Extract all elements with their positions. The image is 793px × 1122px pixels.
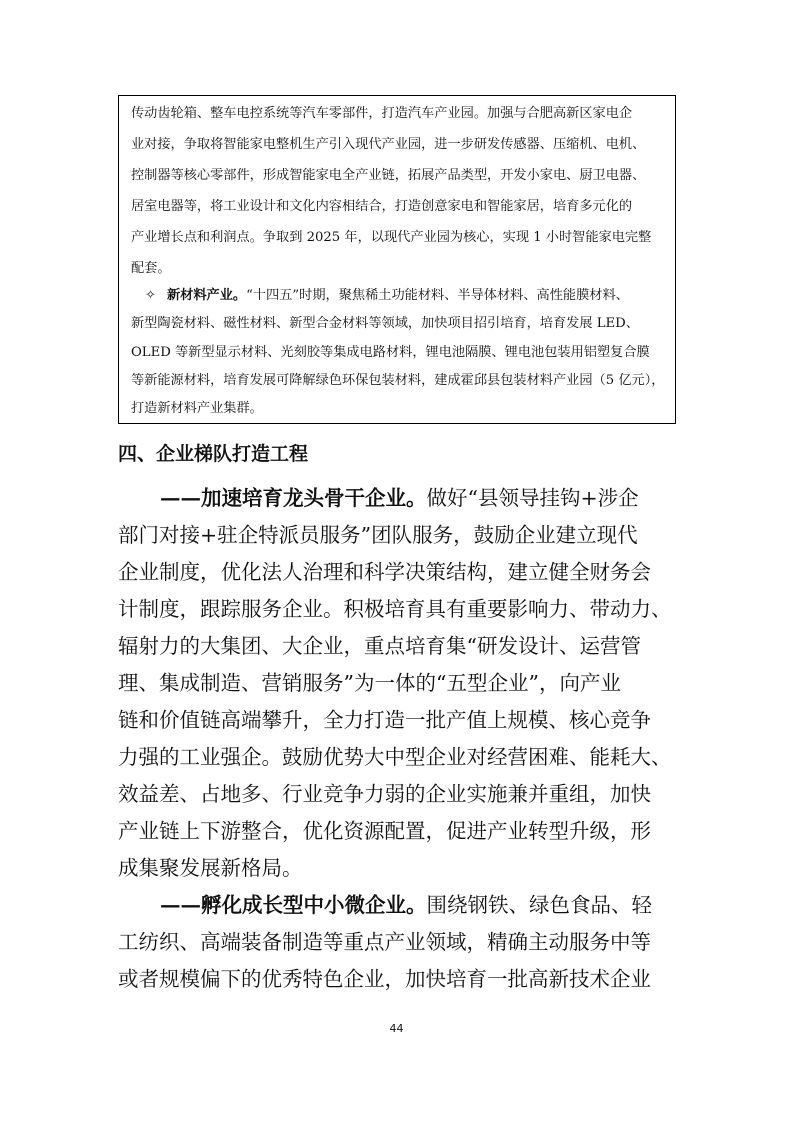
para2-lead: ——孵化成长型中小微企业。: [160, 893, 427, 917]
box-text-line: 控制器等核心零部件，形成智能家电全产业链，拓展产品类型，开发小家电、厨卫电器、: [131, 168, 646, 183]
box-text-line: 业对接，争取将智能家电整机生产引入现代产业园，进一步研发传感器、压缩机、电机、: [131, 137, 646, 152]
body-text-line: 辐射力的大集团、大企业，重点培育集“研发设计、运营管: [118, 634, 641, 658]
para1-lead: ——加速培育龙头骨干企业。: [160, 486, 427, 510]
body-text-line: 力强的工业强企。鼓励优势大中型企业对经营困难、能耗大、: [118, 745, 672, 769]
box-text-line: 配套。: [131, 261, 171, 276]
body-text-line: 部门对接+驻企特派员服务”团队服务，鼓励企业建立现代: [118, 523, 638, 547]
body-text-line: 企业制度，优化法人治理和科学决策结构，建立健全财务会: [118, 560, 651, 584]
industry-textbox: [118, 95, 676, 424]
para1-text: 做好“县领导挂钩+涉企: [426, 486, 639, 510]
body-text-line: 产业链上下游整合，优化资源配置，促进产业转型升级，形: [118, 819, 651, 843]
box-text-line: 新型陶瓷材料、磁性材料、新型合金材料等领域，加快项目招引培育，培育发展 LED、: [131, 316, 639, 331]
body-text-line: 成集聚发展新格局。: [118, 856, 303, 880]
box-text-line: 等新能源材料，培育发展可降解绿色环保包装材料，建成霍邱县包装材料产业园（5 亿元），: [131, 373, 665, 388]
body-text-line: 计制度，跟踪服务企业。积极培育具有重要影响力、带动力、: [118, 597, 672, 621]
para2-text: 围绕钢铁、绿色食品、轻: [426, 893, 652, 917]
page-number: 44: [389, 1022, 404, 1035]
body-text-line: 或者规模偏下的优秀特色企业，加快培育一批高新技术企业: [118, 967, 651, 991]
box-text-line: 传动齿轮箱、整车电控系统等汽车零部件，打造汽车产业园。加强与合肥高新区家电企: [131, 106, 633, 121]
new-materials-text: “十四五”时期，聚焦稀土功能材料、半导体材料、高性能膜材料、: [246, 288, 629, 303]
section-heading: 四、企业梯队打造工程: [118, 443, 309, 465]
para2-first-line: [118, 891, 652, 919]
box-text-line: 打造新材料产业集群。: [131, 401, 263, 416]
box-text-line: 居室电器等，将工业设计和文化内容相结合，打造创意家电和智能家居，培育多元化的: [131, 199, 633, 214]
new-materials-first-line: [131, 287, 629, 305]
body-text-line: 效益差、占地多、行业竞争力弱的企业实施兼并重组，加快: [118, 782, 651, 806]
diamond-bullet-icon: ✧: [145, 288, 157, 303]
body-text-line: 链和价值链高端攀升，全力打造一批产值上规模、核心竞争: [118, 708, 651, 732]
body-text-line: 工纺织、高端装备制造等重点产业领域，精确主动服务中等: [118, 930, 651, 954]
box-text-line: 产业增长点和利润点。争取到 2025 年，以现代产业园为核心，实现 1 小时智能家电完整: [131, 230, 652, 245]
new-materials-title: 新材料产业。: [167, 288, 247, 303]
box-text-line: OLED 等新型显示材料、光刻胶等集成电路材料，锂电池隔膜、锂电池包装用铝塑复合膜: [131, 345, 650, 360]
para1-first-line: [118, 484, 639, 512]
body-text-line: 理、集成制造、营销服务”为一体的“五型企业”，向产业: [118, 671, 621, 695]
